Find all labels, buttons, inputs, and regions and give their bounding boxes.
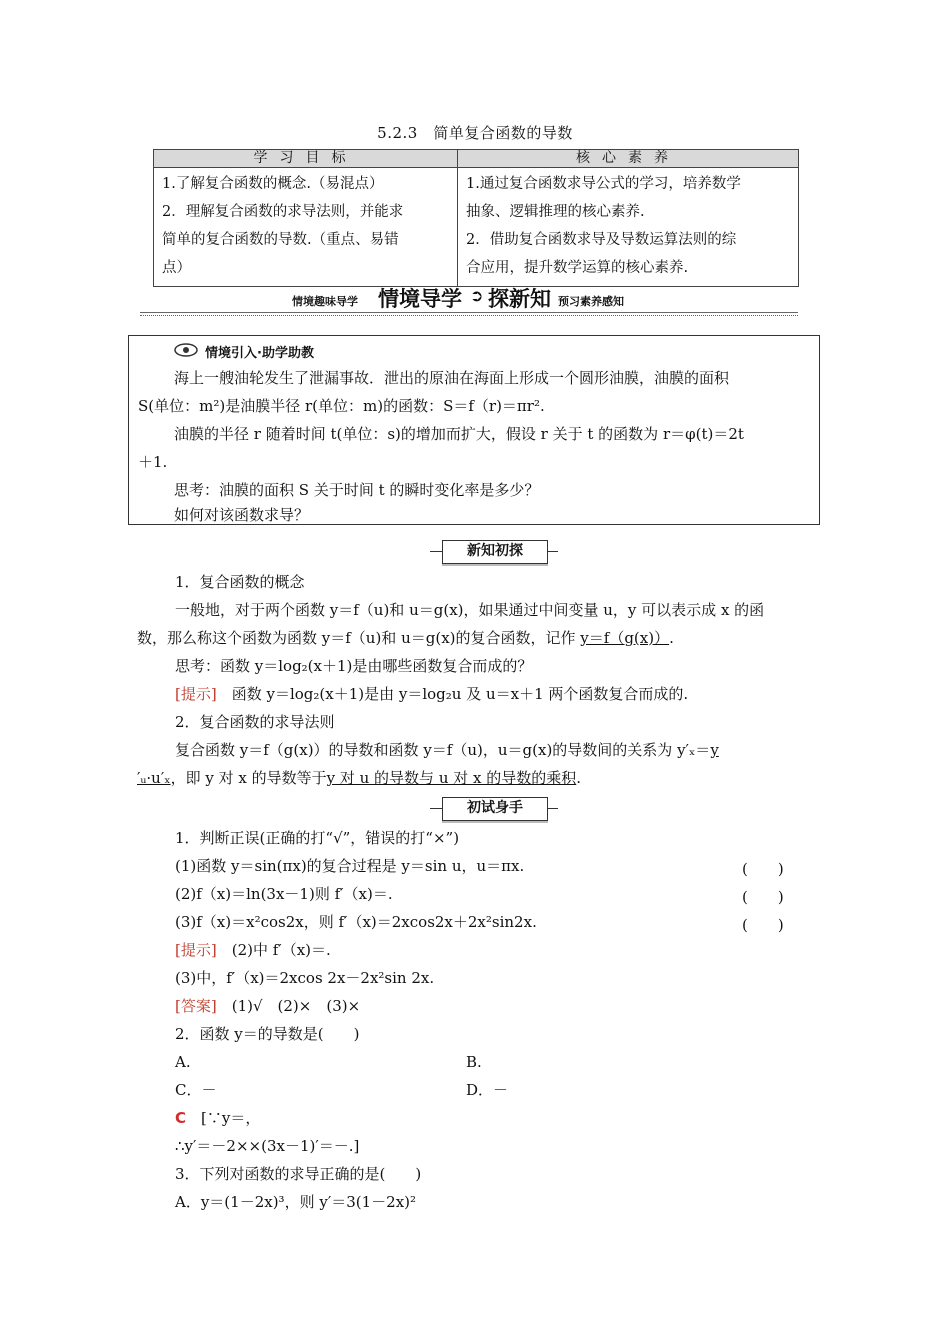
hint-text: (2)中 f′（x)＝.: [216, 941, 331, 959]
q2-option-d: D．－: [466, 1081, 509, 1099]
goals-line: 2．理解复合函数的求导法则，并能求: [162, 204, 404, 220]
concept-line: 一般地，对于两个函数 y＝f（u)和 u＝g(x)，如果通过中间变量 u，y 可以表示成 x 的函: [175, 601, 765, 619]
lightbulb-icon: [173, 342, 199, 358]
goals-table: [153, 149, 799, 287]
hint-tag: [提示]: [175, 685, 217, 703]
goals-line: 抽象、逻辑推理的核心素养.: [466, 204, 645, 220]
concept-title: 1．复合函数的概念: [175, 573, 305, 591]
banner-title-2: 探新知: [488, 287, 551, 311]
scenario-line: 海上一艘油轮发生了泄漏事故．泄出的原油在海面上形成一个圆形油膜，油膜的面积: [174, 369, 730, 387]
q1-item: (2)f（x)＝ln(3x－1)则 f′（x)＝.: [175, 885, 393, 903]
scenario-line: 油膜的半径 r 随着时间 t(单位：s)的增加而扩大，假设 r 关于 t 的函数为 r＝φ(t)＝2t: [174, 425, 744, 443]
banner-title-1: 情境导学: [378, 287, 462, 311]
goals-line: 简单的复合函数的导数.（重点、易错: [162, 232, 399, 248]
period: .: [669, 629, 674, 647]
fill-blank: y＝f（g(x)）: [580, 629, 670, 647]
q2-title: 2．函数 y＝的导数是( ): [175, 1025, 360, 1043]
hint-line: (3)中，f′（x)＝2xcos 2x－2x²sin 2x.: [175, 969, 435, 987]
concept-text: 数，那么称这个函数为函数 y＝f（u)和 u＝g(x)的复合函数，记作: [137, 629, 576, 647]
q3-option-a: A．y＝(1－2x)³，则 y′＝3(1－2x)²: [175, 1193, 417, 1211]
q1-item: (3)f（x)＝x²cos2x，则 f′（x)＝2xcos2x＋2x²sin2x.: [175, 913, 537, 931]
q3-title: 3．下列对函数的求导正确的是( ): [175, 1165, 422, 1183]
q2-solution: ∴y′＝－2××(3x－1)′＝－.]: [175, 1137, 360, 1155]
rule-line: [175, 736, 719, 764]
q1-item: (1)函数 y＝sin(πx)的复合过程是 y＝sin u，u＝πx.: [175, 857, 525, 875]
divider: [140, 315, 798, 316]
answer-paren[interactable]: ( ): [742, 888, 784, 906]
section-label-new-knowledge: 新知初探: [442, 540, 548, 564]
scenario-header: 情境引入·助学助教: [205, 346, 314, 361]
rule-title: 2．复合函数的求导法则: [175, 713, 335, 731]
q2-answer: C: [175, 1109, 187, 1127]
q1-title: 1．判断正误(正确的打“√”，错误的打“×”): [175, 829, 460, 847]
scenario-line: 思考：油膜的面积 S 关于时间 t 的瞬时变化率是多少？: [174, 481, 540, 499]
goals-line: 1.通过复合函数求导公式的学习，培养数学: [466, 176, 741, 192]
answer-tag: [答案]: [175, 997, 217, 1015]
hint-line: [175, 936, 331, 964]
goals-core-cell: [458, 168, 799, 287]
concept-line: [137, 624, 674, 652]
goals-learning-cell: [154, 168, 458, 287]
q2-option-c: C．－: [175, 1081, 217, 1099]
rule-text: ，即 y 对 x 的导数等于: [170, 769, 327, 787]
q2-option-b: B.: [466, 1053, 482, 1071]
fill-blank: y: [710, 741, 719, 759]
goals-line: 点）: [162, 260, 191, 276]
goals-line: 合应用，提升数学运算的核心素养.: [466, 260, 689, 276]
answer-paren[interactable]: ( ): [742, 916, 784, 934]
goals-line: 2．借助复合函数求导及导数运算法则的综: [466, 232, 737, 248]
goals-header-learning: 学习目标: [154, 150, 458, 168]
scenario-box: [128, 335, 820, 525]
hint-tag: [提示]: [175, 941, 217, 959]
banner-left-caption: 情境趣味导学: [292, 295, 358, 308]
period: .: [576, 769, 582, 787]
answer-line: [175, 992, 360, 1020]
q2-solution: [175, 1104, 260, 1132]
section-banner: [140, 283, 798, 317]
arrow-icon: ➲: [470, 286, 484, 305]
rule-text: 复合函数 y＝f（g(x)）的导数和函数 y＝f（u)，u＝g(x)的导数间的关系为 y′ₓ＝: [175, 741, 711, 759]
scenario-line: 如何对该函数求导？: [174, 506, 310, 524]
goals-header-core: 核心素养: [458, 150, 799, 168]
q2-option-a: A.: [175, 1053, 191, 1071]
divider: [140, 312, 798, 313]
q2-solution-text: [∵y＝，: [186, 1109, 261, 1127]
rule-line: [137, 764, 581, 792]
fill-blank: ′ᵤ·u′ₓ: [137, 769, 171, 787]
section-label-first-try: 初试身手: [442, 797, 548, 821]
hint-line: [175, 680, 688, 708]
scenario-line: S(单位：m²)是油膜半径 r(单位：m)的函数：S＝f（r)＝πr².: [138, 397, 545, 415]
goals-line: 1.了解复合函数的概念.（易混点）: [162, 176, 384, 192]
think-question: 思考：函数 y＝log₂(x＋1)是由哪些函数复合而成的？: [175, 657, 533, 675]
scenario-line: ＋1.: [138, 453, 168, 471]
fill-blank: y 对 u 的导数与 u 对 x 的导数的乘积: [326, 769, 577, 787]
page-title: 5.2.3 简单复合函数的导数: [377, 124, 573, 142]
banner-right-caption: 预习素养感知: [558, 295, 624, 308]
answer-text: (1)√ (2)× (3)×: [216, 997, 361, 1015]
hint-text: 函数 y＝log₂(x＋1)是由 y＝log₂u 及 u＝x＋1 两个函数复合而成的.: [216, 685, 689, 703]
answer-paren[interactable]: ( ): [742, 860, 784, 878]
